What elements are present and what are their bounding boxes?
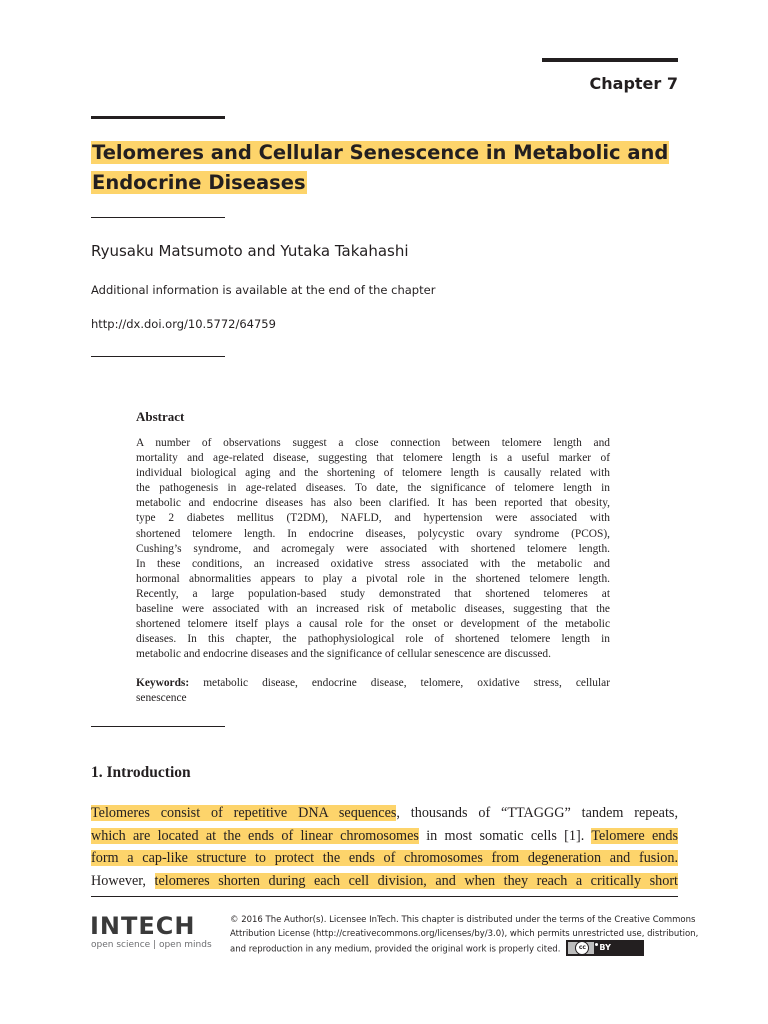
abstract-line: Recently, a large population-based study demonstrated that shortened telomeres at	[136, 587, 610, 600]
separator-rule	[91, 356, 225, 357]
highlighted-text: Telomere ends	[591, 827, 679, 844]
intech-logo: INTECH	[90, 912, 196, 940]
abstract-line: In these conditions, an increased oxidative stress associated with the metabolic and	[136, 557, 610, 570]
chapter-rule	[542, 58, 678, 62]
intech-tagline: open science | open minds	[91, 940, 212, 950]
cc-by-badge-icon[interactable]	[566, 940, 644, 956]
intro-text: However,	[91, 872, 155, 889]
abstract-line: Cushing’s syndrome, and acromegaly were associated with shortened telomere length.	[136, 542, 610, 555]
separator-rule	[91, 726, 225, 727]
additional-info: Additional information is available at the end of the chapter	[91, 283, 436, 297]
abstract-line: individual biological aging and the shortening of telomere length is causally related with	[136, 467, 610, 480]
keywords-line-1	[136, 676, 610, 691]
license-line: Attribution License (http://creativecommons.org/licenses/by/3.0), which permits unrestricted use, distribution,	[230, 928, 699, 939]
separator-rule	[91, 217, 225, 218]
by-label: BY	[599, 943, 611, 952]
intro-line	[91, 825, 678, 848]
keywords	[136, 676, 610, 706]
introduction-body	[91, 802, 678, 892]
abstract-line: metabolic and endocrine diseases and the significance of cellular senescence are discussed.	[136, 648, 551, 661]
abstract-body	[136, 436, 610, 662]
intro-line	[91, 870, 678, 893]
highlighted-text: Telomeres consist of repetitive DNA sequences	[91, 805, 397, 821]
abstract-line: shortened telomere length. In endocrine diseases, polycystic ovary syndrome (PCOS),	[136, 527, 610, 540]
title-line-2: Endocrine Diseases	[92, 171, 306, 194]
title-rule	[91, 116, 225, 119]
highlighted-text: telomeres shorten during each cell division, and when they reach a critically short	[154, 872, 678, 889]
doi-link[interactable]: http://dx.doi.org/10.5772/64759	[91, 317, 276, 331]
intro-line	[91, 847, 678, 870]
abstract-line: shortened telomere itself plays a causal role for the onset or development of the metabolic	[136, 618, 610, 631]
highlighted-text: which are located at the ends of linear chromosomes	[91, 827, 419, 844]
license-line: and reproduction in any medium, provided the original work is properly cited.	[230, 944, 561, 955]
abstract-line: type 2 diabetes mellitus (T2DM), NAFLD, and hypertension were associated with	[136, 512, 610, 525]
abstract-line: mortality and age-related disease, suggesting that telomere length is a useful marker of	[136, 452, 610, 465]
keywords-label: Keywords:	[136, 677, 190, 689]
intro-line	[91, 802, 678, 825]
chapter-label: Chapter 7	[589, 74, 678, 93]
authors: Ryusaku Matsumoto and Yutaka Takahashi	[91, 242, 409, 260]
footer-rule	[91, 896, 678, 897]
cc-icon: cc	[575, 941, 589, 955]
abstract-line: hormonal abnormalities appears to play a pivotal role in the shortened telomere length.	[136, 572, 610, 585]
license-notice	[230, 914, 699, 957]
abstract-line: metabolic and endocrine diseases has also been clarified. It has been reported that obesity,	[136, 497, 610, 510]
highlighted-text: form a cap-like structure to protect the ends of chromosomes from degeneration and fusion.	[91, 850, 678, 866]
abstract-line: diseases. In this chapter, the pathophysiological role of shortened telomere length in	[136, 633, 610, 646]
abstract-line: the pathogenesis in age-related diseases. To date, the significance of telomere length in	[136, 482, 610, 495]
keywords-list: metabolic disease, endocrine disease, telomere, oxidative stress, cellular	[203, 677, 610, 689]
keywords-line-2: senescence	[136, 692, 187, 704]
abstract-line: A number of observations suggest a close connection between telomere length and	[136, 437, 610, 449]
intro-text: , thousands of “TTAGGG” tandem repeats,	[396, 805, 678, 821]
license-line: © 2016 The Author(s). Licensee InTech. This chapter is distributed under the terms of the Creative Commons	[230, 915, 696, 925]
abstract-heading: Abstract	[136, 409, 185, 424]
title-line-1: Telomeres and Cellular Senescence in Metabolic and	[92, 141, 669, 164]
person-icon	[595, 943, 598, 946]
chapter-title	[91, 138, 681, 198]
section-heading-introduction: 1. Introduction	[91, 764, 191, 781]
abstract-line: baseline were associated with an increased risk of metabolic diseases, suggesting that the	[136, 603, 610, 616]
license-line-3	[230, 941, 685, 957]
intro-text: in most somatic cells [1].	[418, 827, 592, 844]
